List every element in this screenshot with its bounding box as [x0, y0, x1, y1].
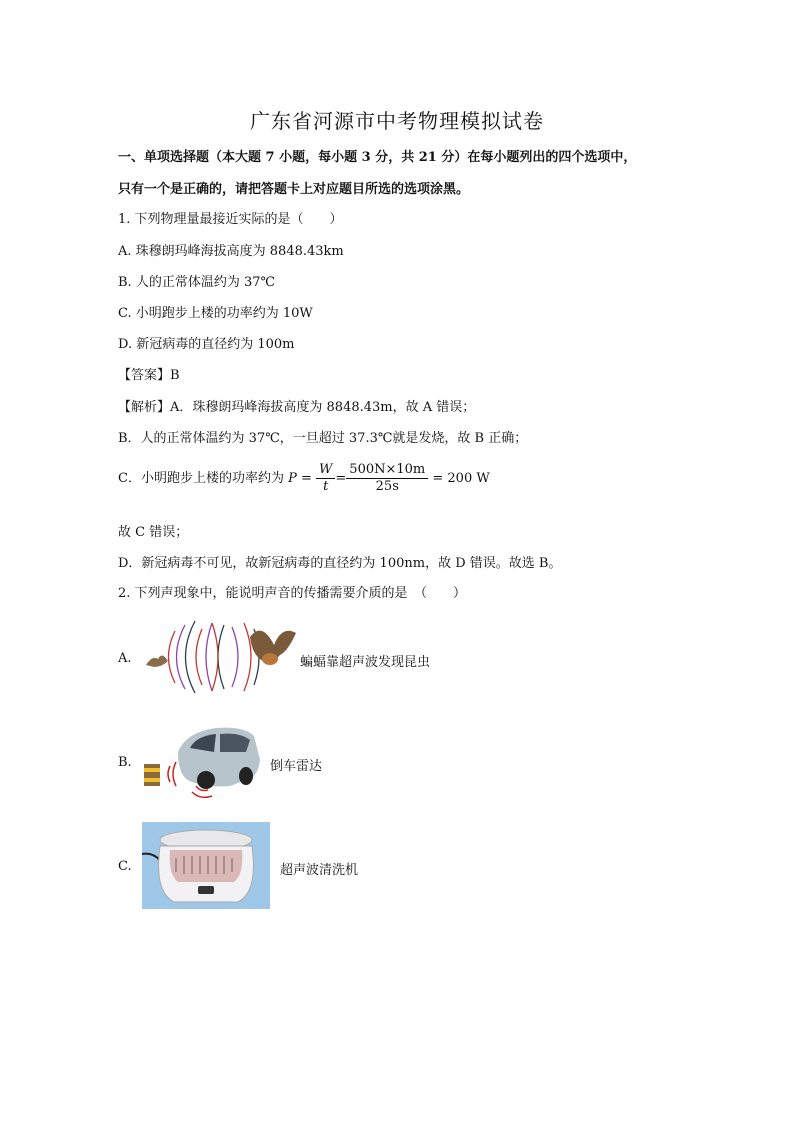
analysis-line-c-tail: 故 C 错误； — [118, 525, 189, 540]
analysis-line-d: D．新冠病毒不可见，故新冠病毒的直径约为 100nm，故 D 错误。故选 B。 — [118, 556, 562, 571]
question-2-stem: 2. 下列声现象中，能说明声音的传播需要介质的是 （ ） — [118, 586, 467, 601]
power-formula: C．小明跑步上楼的功率约为 P = $\frac{W}{t}$ = $\frac{500N\times 10m}{25s}$ = 200 W — [118, 462, 490, 494]
section-header-line1: 一、单项选择题（本大题 7 小题，每小题 3 分，共 21 分）在每小题列出的四个选项中， — [118, 150, 637, 165]
q2-option-c-letter: C. — [118, 859, 132, 874]
page-title: 广东省河源市中考物理模拟试卷 — [250, 109, 544, 133]
q2-option-b-label: 倒车雷达 — [270, 759, 323, 774]
question-1-option-b: B. 人的正常体温约为 37℃ — [118, 275, 276, 290]
fraction-w-over-t — [316, 462, 335, 495]
q2-option-a-letter: A. — [118, 651, 132, 666]
question-1-option-c: C. 小明跑步上楼的功率约为 10W — [118, 306, 313, 321]
fraction-denominator: 25s — [375, 479, 399, 494]
question-1-stem: 1. 下列物理量最接近实际的是（ ） — [118, 212, 343, 227]
question-1-option-d: D. 新冠病毒的直径约为 100m — [118, 337, 295, 352]
fraction-numerator: 500N×10m — [346, 462, 428, 479]
fraction-w: W — [316, 462, 335, 479]
formula-prefix: C．小明跑步上楼的功率约为 — [118, 471, 289, 486]
analysis-line-a: 【解析】A．珠穆朗玛峰海拔高度为 8848.43m，故 A 错误； — [118, 400, 476, 415]
bat-echolocation-image — [140, 615, 298, 699]
reversing-radar-car-image — [140, 722, 262, 802]
fraction-t: t — [323, 479, 329, 494]
formula-eq: = — [296, 471, 317, 486]
formula-p: P — [288, 471, 297, 486]
formula-result: = 200 W — [428, 471, 490, 486]
q2-option-c-label: 超声波清洗机 — [280, 863, 359, 878]
question-1-option-a: A. 珠穆朗玛峰海拔高度为 8848.43km — [118, 244, 344, 259]
analysis-line-b: B．人的正常体温约为 37℃，一旦超过 37.3℃就是发烧，故 B 正确； — [118, 431, 528, 446]
ultrasonic-cleaner-image — [142, 822, 270, 909]
section-header-line2: 只有一个是正确的，请把答题卡上对应题目所选的选项涂黑。 — [118, 182, 470, 197]
q2-option-a-label: 蝙蝠靠超声波发现昆虫 — [300, 655, 431, 670]
q2-option-b-letter: B. — [118, 755, 132, 770]
question-1-answer: 【答案】B — [118, 368, 180, 383]
fraction-values — [346, 462, 428, 495]
